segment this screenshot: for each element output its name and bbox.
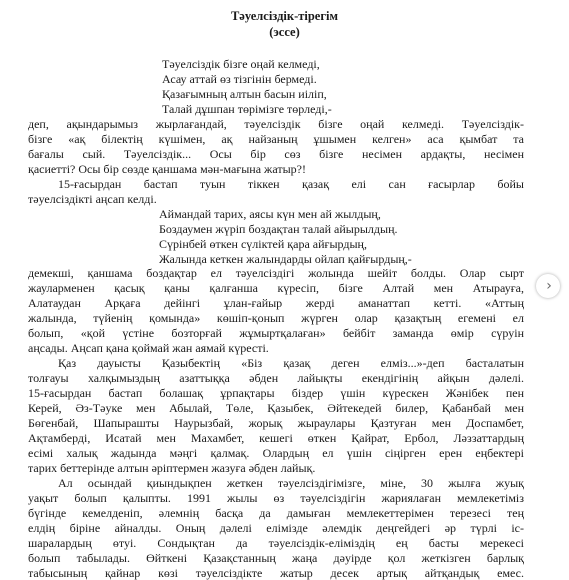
text-line: болып, «қой үстіне бозторғай жұмыртқалаған» бейбіт заманда өмір сүруін — [28, 326, 524, 340]
text-line: жалында, түйенің қомында» көшіп-қонып жүрген олар қазақтың егемені ел — [28, 311, 524, 325]
text-line: Бөгенбай, Шапырашты Наурызбай, жорық жыраулары Қазтуған мен Доспамбет, — [28, 416, 524, 430]
text-line: 15-ғасырдан бастап туын тіккен қазақ елі сан ғасырлар бойы — [58, 177, 524, 191]
poem-line: Аймандай тарих, аясы күн мен ай жылдың, — [159, 207, 381, 221]
poem-line: Жалында кеткен жалындарды ойлап қайғырдың,- — [159, 252, 412, 266]
text-line: қасиетті? Осы бір сөзде қаншама мән-мағына жатыр?! — [28, 162, 306, 176]
text-line: толғауы халқымыздың азаттыққа әбден лайықты екендігінің айқын дәлелі. — [28, 371, 524, 385]
text-line: бағалы сый. Тәуелсіздік... Осы бір сөз бізге несімен ардақты, несімен — [28, 147, 524, 161]
text-line: уақыт болып қалыпты. 1991 жылы өз тәуелсіздігін жариялаған мемлекетіміз — [28, 491, 524, 505]
text-line: шаралардың өтуі. Сондықтан да тәуелсіздік-еліміздің ең басты мерекесі — [28, 536, 524, 550]
poem-line: Тәуелсіздік бізге оңай келмеді, — [162, 57, 320, 71]
text-line: тәуелсіздікті аңсап келді. — [28, 192, 157, 206]
text-line: жауларменен қасық қаны қалғанша күресіп, бізге Алтай мен Атырауға, — [28, 281, 524, 295]
text-line: деп, ақындарымыз жырлағандай, тәуелсіздік бізге оңай келмеді. Тәуелсіздік- — [28, 117, 524, 131]
poem-line: Сүрінбей өткен сүліктей қара айғырдың, — [159, 237, 367, 251]
text-line: елдің біріне айналды. Оның дәлелі елімізде әлемдік деңгейдегі әр түрлі іс- — [28, 521, 524, 535]
poem-line: Боздаумен жүріп боздақтан талай айырылдың. — [159, 222, 398, 236]
text-line: тарих беттерінде алтын әріптермен жазуға әбден лайық. — [28, 461, 316, 475]
text-line: Алатаудан Арқаға дейінгі ұлан-ғайыр жерді аманаттап кетті. «Аттың — [28, 296, 524, 310]
text-line: Қаз дауысты Қазыбектің «Біз қазақ деген елміз...»-деп басталатын — [58, 356, 524, 370]
text-line: бізге «ақ білектің күшімен, ақ найзаның ұшымен келген» аса қымбат та — [28, 132, 524, 146]
essay-title: Тәуелсіздік-тірегім — [230, 9, 339, 23]
next-page-button[interactable] — [536, 274, 560, 298]
poem-line: Талай дұшпан төрімізге төрледі,- — [162, 102, 332, 116]
text-line: Ақтамберді, Исатай мен Махамбет, кешегі өткен Қайрат, Ербол, Ләззаттардың — [28, 431, 524, 445]
text-line: болып табылады. Өйткені Қазақстанның жаңа дәуірде қол жеткізген барлық — [28, 551, 524, 565]
essay-subtitle: (эссе) — [269, 25, 300, 39]
text-line: Керей, Әз-Тәуке мен Абылай, Төле, Қазыбек, Әйтекедей билер, Қабанбай мен — [28, 401, 524, 415]
text-line: табысының қайнар көзі тәуелсіздікте жатыр десек артық айтқандық емес. — [28, 566, 524, 580]
text-line: аңсады. Аңсап қана қоймай жан аямай күресті. — [28, 341, 269, 355]
chevron-right-icon: › — [546, 278, 552, 294]
text-line: демекші, қаншама боздақтар ел тәуелсіздігі жолында шейіт болды. Олар сырт — [28, 266, 524, 280]
text-line: 15-ғасырдан бастап болашақ ұрпақтары біздер үшін күрескен Жәнібек пен — [28, 386, 524, 400]
poem-line: Асау аттай өз тізгінін бермеді. — [162, 72, 317, 86]
text-line: есімі халық жадында мәңгі қалмақ. Олардың ел үшін сіңірген ерен еңбектері — [28, 446, 524, 460]
text-line: Ал осындай қиындықпен жеткен тәуелсіздігімізге, міне, 30 жылға жуық — [58, 476, 524, 490]
poem-line: Қазағымның алтын басын иіліп, — [162, 87, 327, 101]
text-line: бүгінде кемелденіп, әлемнің басқа да дамыған мемлекеттерімен терезесі тең — [28, 506, 524, 520]
